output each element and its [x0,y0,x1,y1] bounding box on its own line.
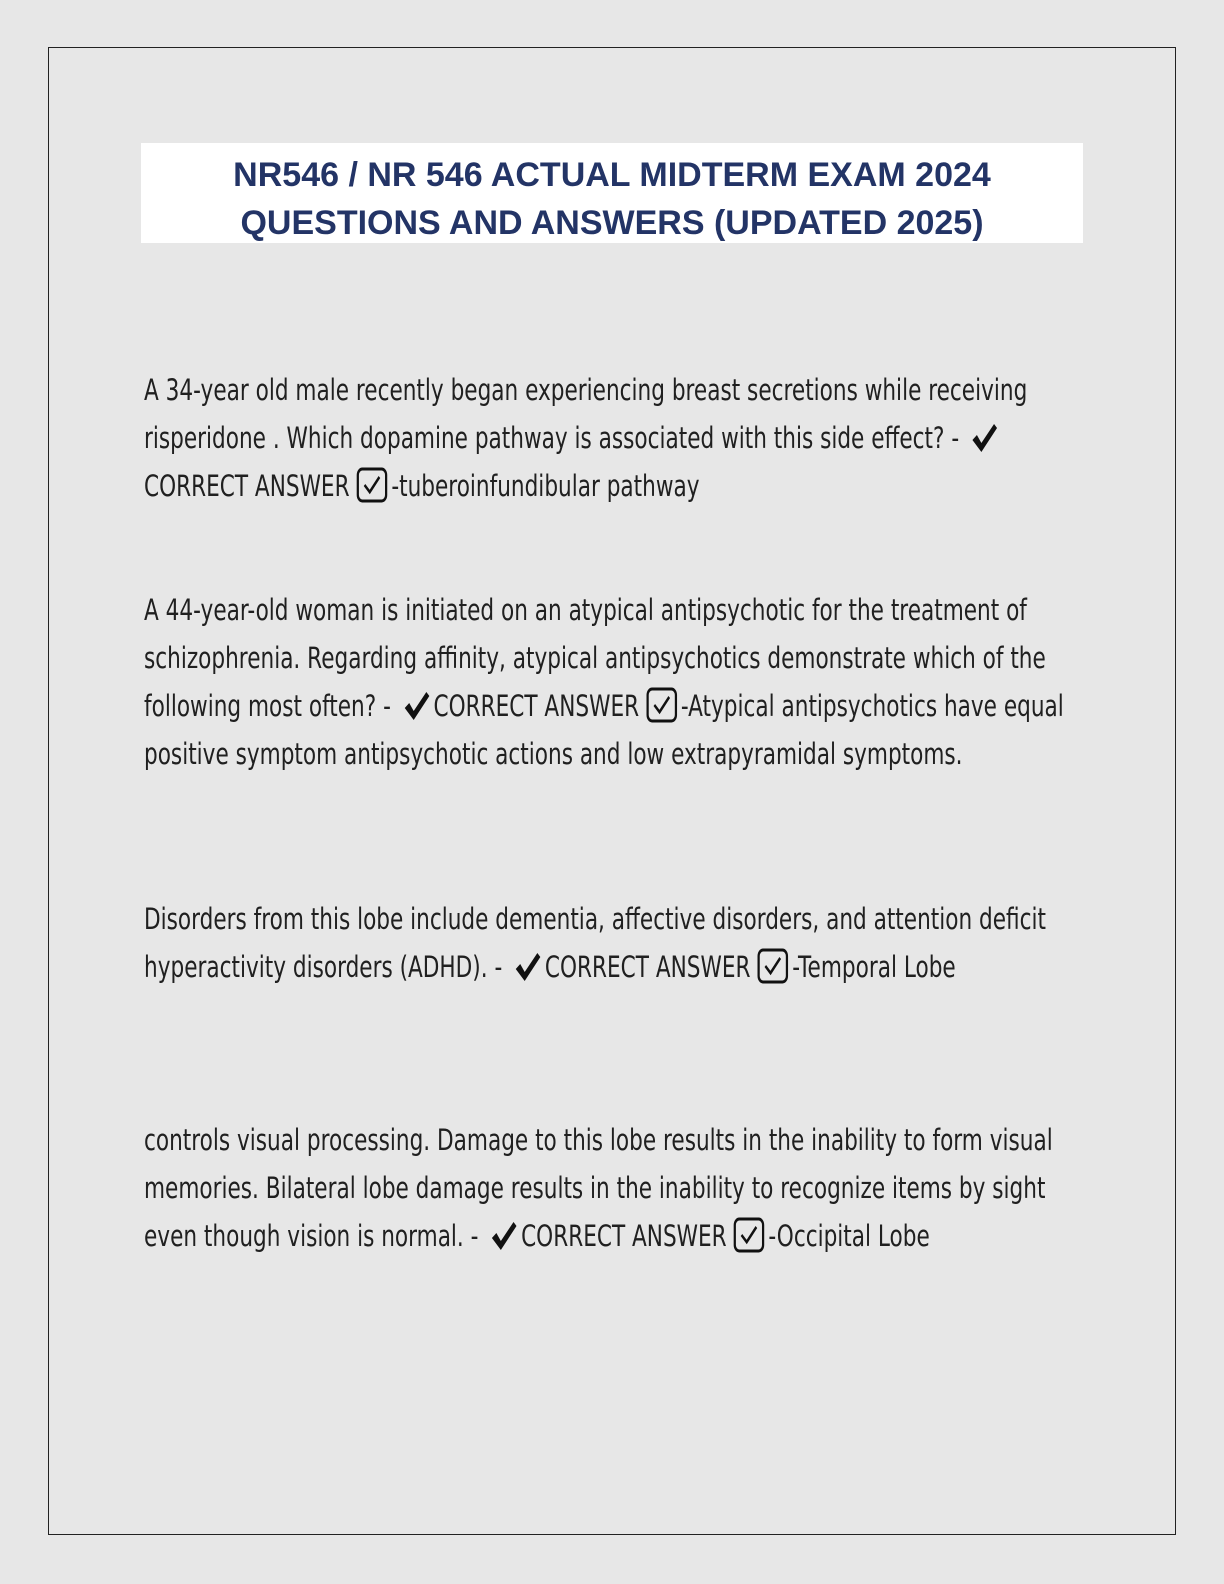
checkmark-icon [970,422,998,454]
qa-item [144,586,1074,778]
qa-item [144,366,1074,510]
checkbox-checked-icon [756,947,789,985]
title-line-2: QUESTIONS AND ANSWERS (UPDATED 2025) [240,204,984,242]
correct-answer-label: CORRECT ANSWER [544,950,751,984]
qa-item [144,895,1074,991]
document-title [141,143,1083,243]
title-line-1: NR546 / NR 546 ACTUAL MIDTERM EXAM 2024 [233,156,991,194]
checkbox-checked-icon [645,686,678,724]
answer-text: -Atypical antipsychotics have equal positive symptom antipsychotic actions and low extrapyramidal symptoms. [144,689,1064,771]
checkmark-icon [490,1220,518,1252]
answer-text: -tuberoinfundibular pathway [391,469,700,503]
question-text: A 44-year-old woman is initiated on an atypical antipsychotic for the treatment of schizophrenia. Regarding affinity, atypical antipsychotics demonstrate which of the following most often? - [144,593,1046,723]
correct-answer-label: CORRECT ANSWER [433,689,640,723]
checkbox-checked-icon [356,466,389,504]
question-text: A 34-year old male recently began experiencing breast secretions while receiving risperidone . Which dopamine pathway is associated with this side effect? - [144,373,1028,455]
question-text: Disorders from this lobe include dementia, affective disorders, and attention deficit hyperactivity disorders (ADHD). - [144,902,1046,984]
answer-text: -Occipital Lobe [768,1219,930,1253]
answer-text: -Temporal Lobe [792,950,956,984]
checkmark-icon [402,690,430,722]
question-text: controls visual processing. Damage to this lobe results in the inability to form visual memories. Bilateral lobe damage results in the inability to recognize items by sight even though vision is normal. - [144,1123,1053,1253]
correct-answer-label: CORRECT ANSWER [144,469,350,503]
checkmark-icon [514,951,542,983]
qa-item [144,1116,1074,1260]
correct-answer-label: CORRECT ANSWER [521,1219,727,1253]
page-border [48,47,1176,1535]
checkbox-checked-icon [733,1216,766,1254]
